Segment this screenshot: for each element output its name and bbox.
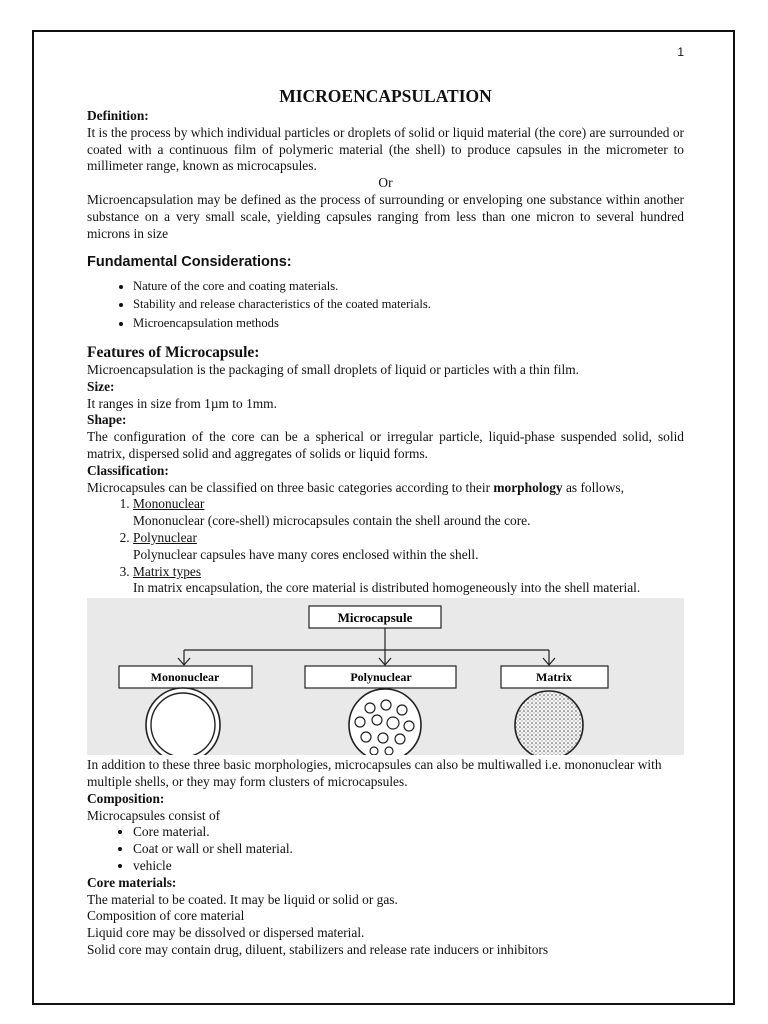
composition-text: Microcapsules consist of bbox=[87, 807, 221, 823]
document-content bbox=[87, 44, 684, 959]
features-text: Microencapsulation is the packaging of small droplets of liquid or particles with a thin film. bbox=[87, 362, 579, 378]
mononuclear-capsule bbox=[146, 688, 220, 755]
list-item: • Nature of the core and coating materials. bbox=[133, 277, 684, 295]
list-item bbox=[133, 564, 684, 598]
polynuclear-label: Polynuclear bbox=[350, 670, 412, 685]
definition-text-2: Microencapsulation may be defined as the process of surrounding or enveloping one substance within another substance on a very small scale, yielding capsules ranging from less than one micron to several hundred microns in size bbox=[87, 191, 684, 241]
core-line: Solid core may contain drug, diluent, stabilizers and release rate inducers or inhibitors bbox=[87, 941, 549, 957]
core-line: Liquid core may be dissolved or dispersed material. bbox=[87, 925, 365, 941]
core-line: Composition of core material bbox=[87, 908, 245, 924]
list-item: • vehicle bbox=[133, 858, 684, 875]
size-text: It ranges in size from 1µm to 1mm. bbox=[87, 395, 277, 411]
polynuclear-capsule bbox=[349, 689, 421, 755]
classification-heading: Classification: bbox=[87, 462, 169, 478]
page-number: 1 bbox=[677, 45, 684, 59]
definition-text-1: It is the process by which individual particles or droplets of solid or liquid material (the core) are surrounded or coated with a continuous film of polymeric material (the shell) to produce capsules in the micrometer to millimeter range, known as microcapsules. bbox=[87, 124, 684, 174]
composition-heading: Composition: bbox=[87, 790, 165, 806]
list-item bbox=[133, 530, 684, 564]
shape-heading: Shape: bbox=[87, 412, 127, 428]
matrix-label: Matrix bbox=[536, 670, 572, 685]
type-name: Matrix types bbox=[133, 563, 202, 579]
matrix-capsule bbox=[515, 691, 583, 755]
classification-text: Microcapsules can be classified on three basic categories according to their morphology as follows, bbox=[87, 479, 624, 495]
fundamental-heading: Fundamental Considerations: bbox=[87, 254, 292, 271]
list-item: • Core material. bbox=[133, 824, 684, 841]
list-item: • Coat or wall or shell material. bbox=[133, 841, 684, 858]
list-item bbox=[133, 496, 684, 530]
definition-or: Or bbox=[378, 175, 393, 191]
type-desc: In matrix encapsulation, the core material is distributed homogeneously into the shell material. bbox=[133, 580, 641, 596]
microcapsule-diagram bbox=[87, 598, 684, 755]
diagram-svg bbox=[87, 598, 684, 755]
core-line: The material to be coated. It may be liquid or solid or gas. bbox=[87, 891, 398, 907]
morphology-term: morphology bbox=[493, 479, 563, 495]
list-item: • Microencapsulation methods bbox=[133, 314, 684, 332]
type-desc: Mononuclear (core-shell) microcapsules contain the shell around the core. bbox=[133, 513, 531, 529]
definition-heading: Definition: bbox=[87, 108, 149, 123]
type-name: Mononuclear bbox=[133, 496, 205, 512]
list-item: • Stability and release characteristics of the coated materials. bbox=[133, 295, 684, 313]
size-heading: Size: bbox=[87, 378, 115, 394]
type-desc: Polynuclear capsules have many cores enclosed within the shell. bbox=[133, 546, 479, 562]
mononuclear-label: Mononuclear bbox=[150, 670, 220, 685]
core-heading: Core materials: bbox=[87, 874, 177, 890]
shape-text: The configuration of the core can be a spherical or irregular particle, liquid-phase suspended solid, solid matrix, dispersed solid and aggregates of solids or liquid forms. bbox=[87, 429, 684, 462]
morphology-list bbox=[87, 496, 684, 597]
fundamental-list bbox=[87, 277, 684, 332]
composition-list bbox=[87, 824, 684, 874]
page-title: MICROENCAPSULATION bbox=[279, 86, 492, 106]
root-label: Microcapsule bbox=[337, 610, 413, 626]
type-name: Polynuclear bbox=[133, 530, 197, 546]
features-heading: Features of Microcapsule: bbox=[87, 344, 260, 362]
after-diagram-text: In addition to these three basic morphologies, microcapsules can also be multiwalled i.e. mononuclear with multiple shells, or they may form clusters of microcapsules. bbox=[87, 757, 662, 790]
